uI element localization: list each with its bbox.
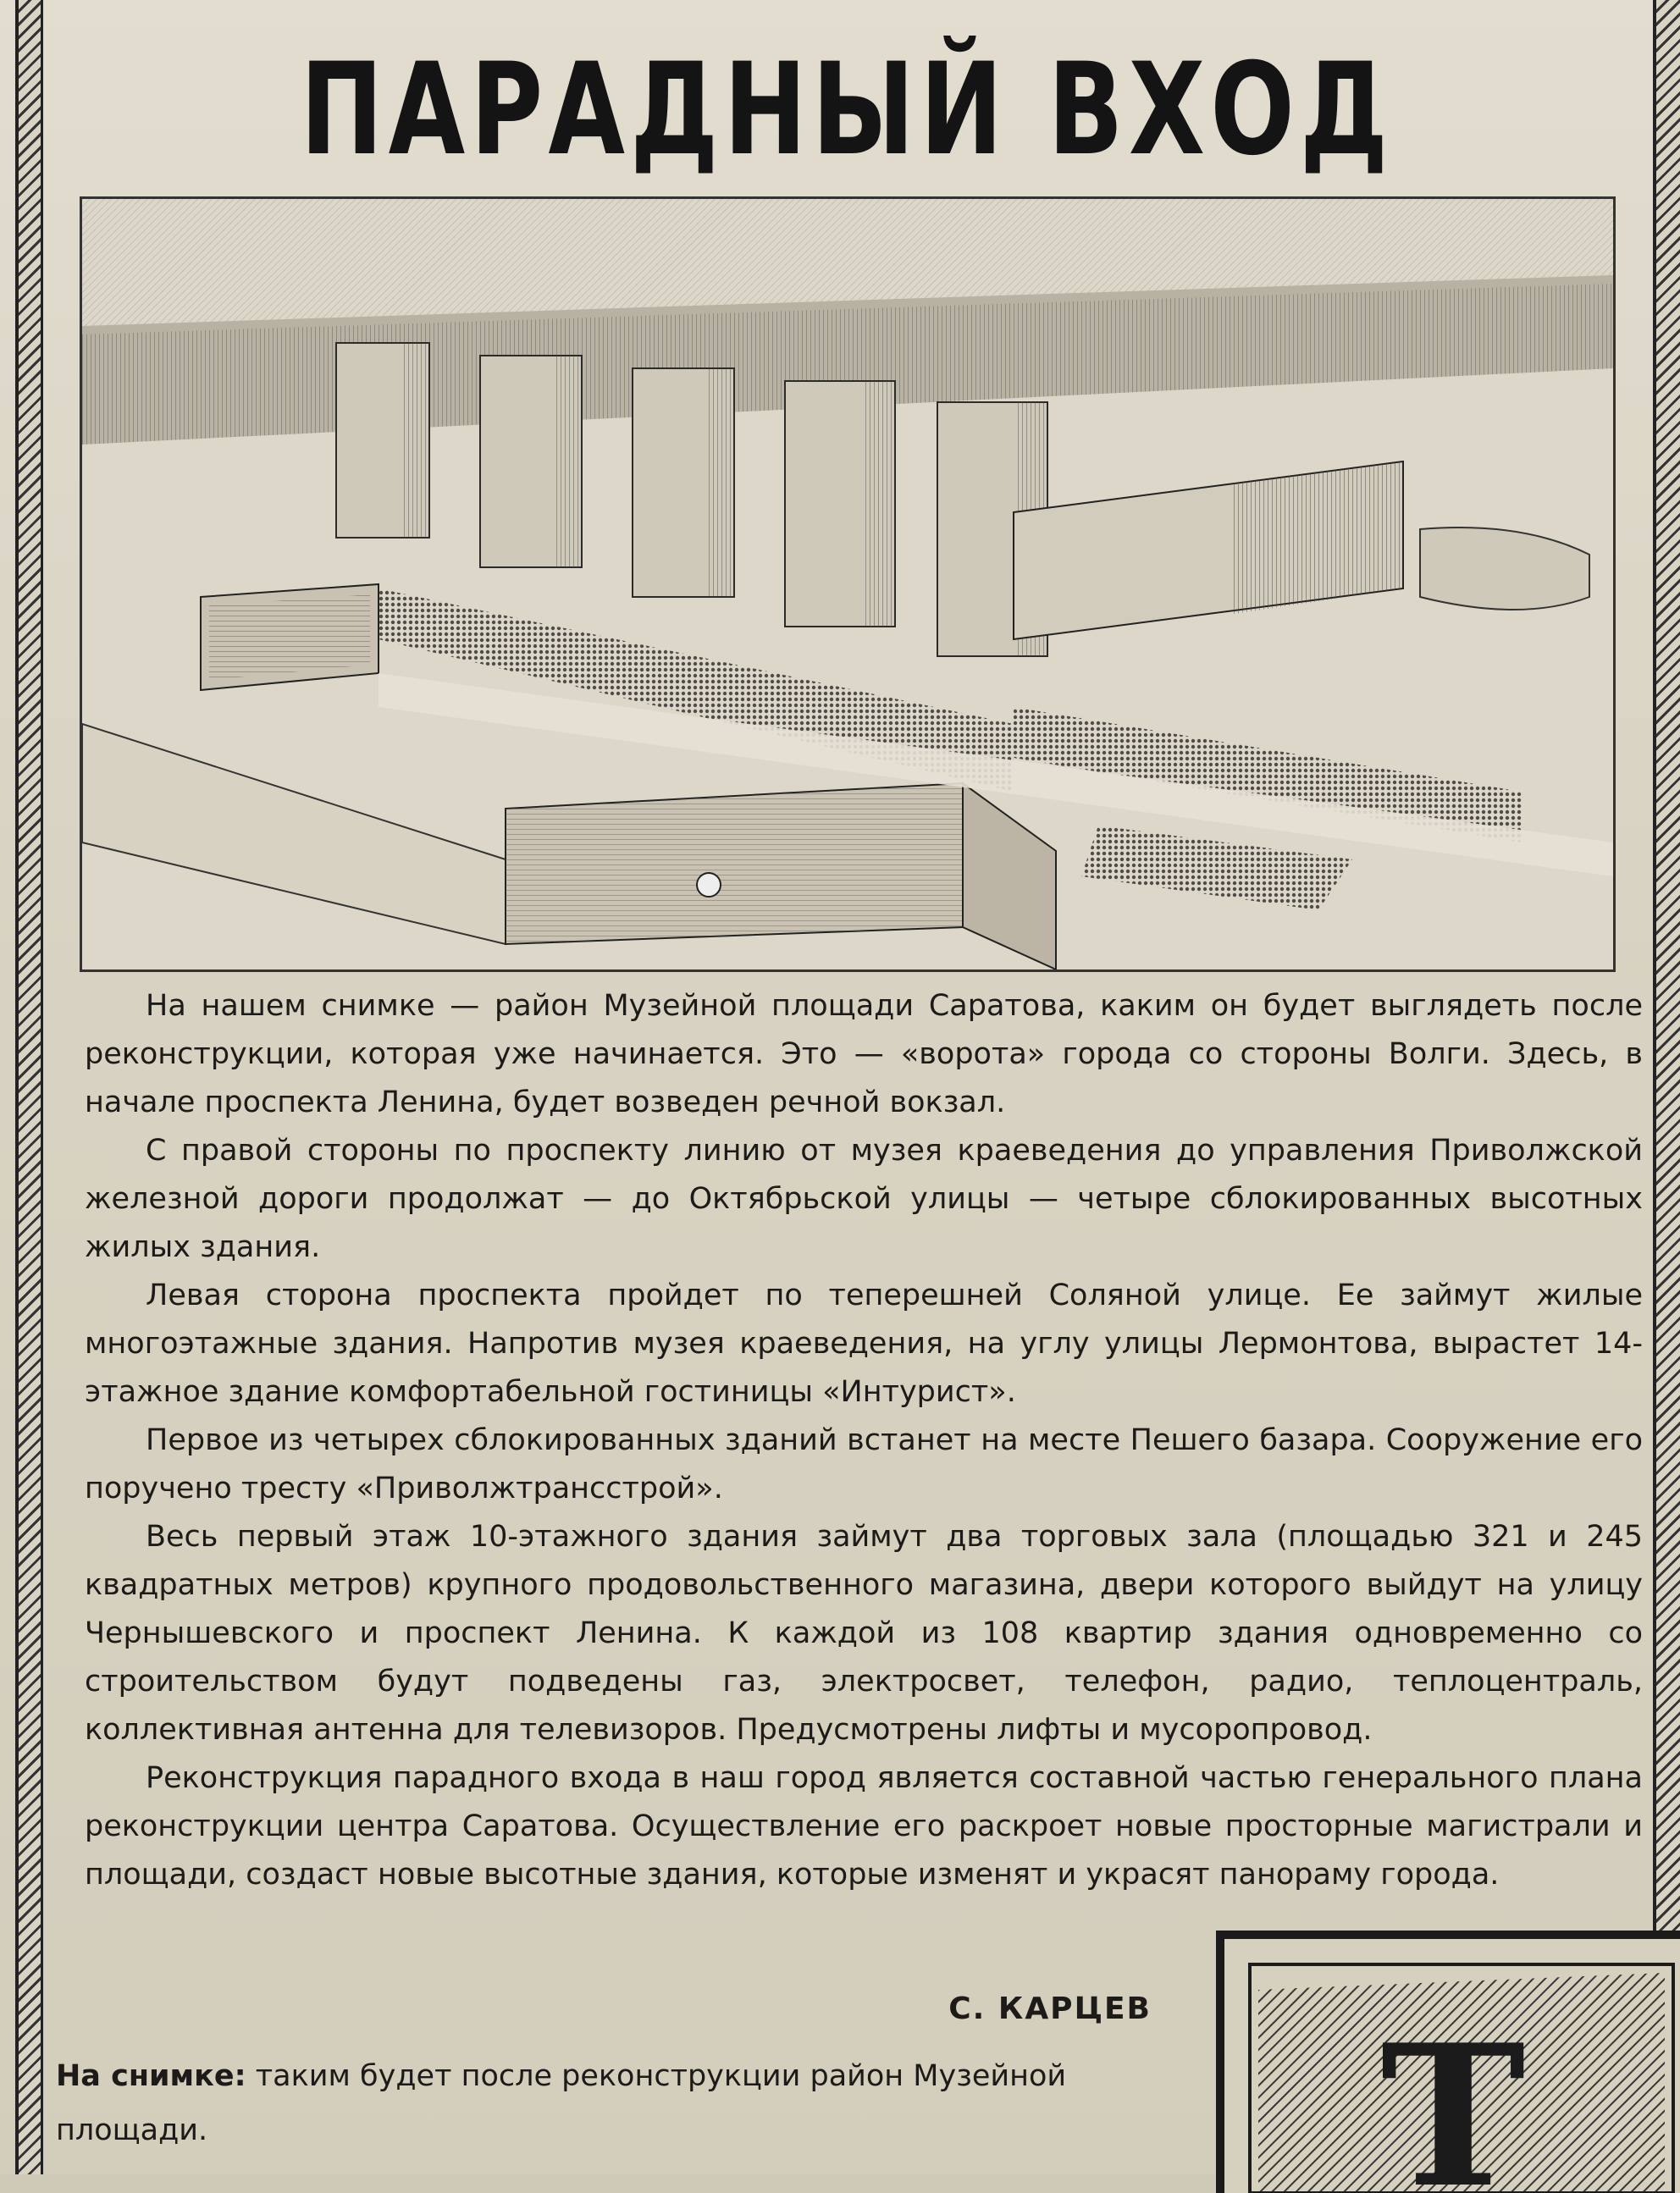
left-column-border <box>15 0 43 2174</box>
article-paragraph: С правой стороны по проспекту линию от музея краеведения до управления Приволжской железной дороги продолжат — до Октябрьской улицы — четыре сблокированных высотных жилых здания. <box>85 1134 1643 1264</box>
caption-text: таким будет после реконструкции район Музейной площади. <box>56 2059 1067 2147</box>
author-signature: С. КАРЦЕВ <box>948 1991 1152 2026</box>
next-article-letter: Т <box>1380 2002 1526 2193</box>
right-column-border <box>1653 0 1680 2174</box>
article-paragraph: Левая сторона проспекта пройдет по теперешней Соляной улице. Ее займут жилые многоэтажные здания. Напротив музея краеведения, на углу улицы Лермонтова, вырастет 14-этажное здание комфортабельной гостиницы «Интурист». <box>85 1279 1643 1409</box>
article-paragraph: Первое из четырех сблокированных зданий встанет на месте Пешего базара. Сооружение его поручено тресту «Приволжтрансстрой». <box>85 1423 1643 1505</box>
city-rendering-illustration <box>82 199 1613 969</box>
decorative-letter-icon <box>1224 1939 1680 2193</box>
headline: ПАРАДНЫЙ ВХОД <box>300 36 1394 184</box>
article-paragraph: На нашем снимке — район Музейной площади Саратова, каким он будет выглядеть после реконструкции, которая уже начинается. Это — «ворота» города со стороны Волги. Здесь, в начале проспекта Ленина, будет возведен речной вокзал. <box>85 989 1643 1119</box>
article-body <box>85 982 1643 1899</box>
architectural-rendering-photo <box>80 196 1616 972</box>
photo-caption <box>56 2049 1182 2157</box>
article-paragraph: Весь первый этаж 10-этажного здания займут два торговых зала (площадью 321 и 245 квадратных метров) крупного продовольственного магазина, двери которого выйдут на улицу Чернышевского и проспект Ленина. К каждой из 108 квартир здания одновременно со строительством будут подведены газ, электросвет, телефон, радио, теплоцентраль, коллективная антенна для телевизоров. Предусмотрены лифты и мусоропровод. <box>85 1520 1643 1747</box>
caption-label: На снимке: <box>56 2059 246 2093</box>
article-paragraph: Реконструкция парадного входа в наш город является составной частью генерального плана реконструкции центра Саратова. Осуществление его раскроет новые просторные магистрали и площади, создаст новые высотные здания, которые изменят и украсят панораму города. <box>85 1761 1643 1892</box>
next-article-header-fragment <box>1216 1931 1680 2193</box>
